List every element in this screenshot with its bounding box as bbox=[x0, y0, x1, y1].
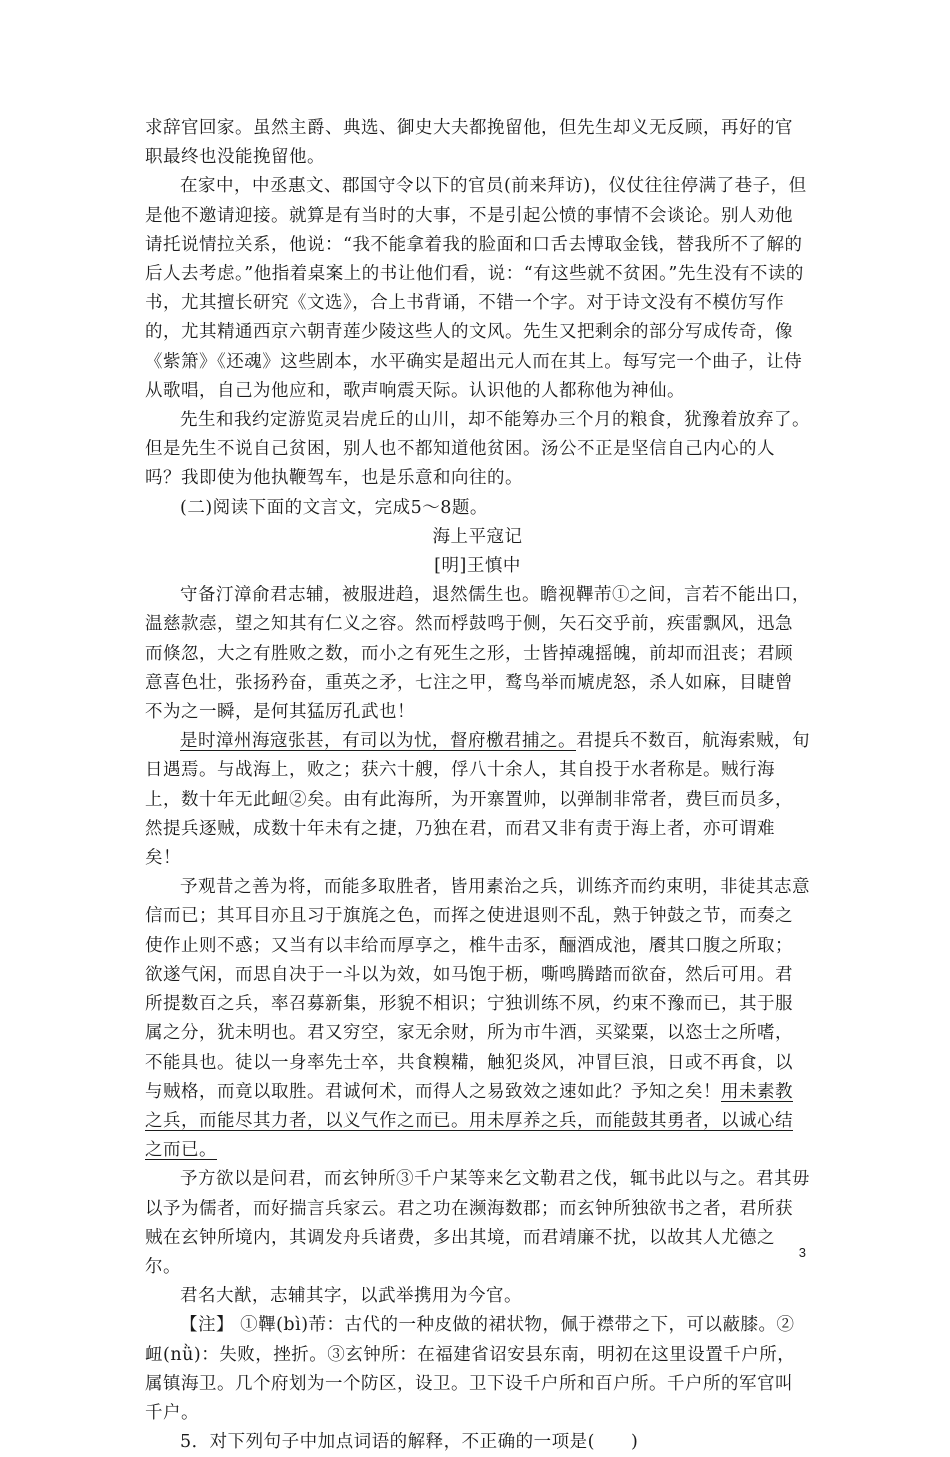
passage-paragraph-1: 守备汀漳俞君志辅，被服进趋，退然儒生也。瞻视鞸芾①之间，言若不能出口，温慈款悫，望之知其有仁义之容。然而桴鼓鸣于侧，矢石交乎前，疾雷飘风，迅急而倏忽，大之有胜败之数，而小之有死生之形，士皆掉魂摇魄，前却而沮丧；君顾意喜色壮，张扬矜奋，重英之矛，七注之甲，鹜鸟举而虓虎怒，杀人如麻，目睫曾不为之一瞬，是何其猛厉孔武也！ bbox=[145, 585, 810, 723]
note-label: 【注】 bbox=[180, 1315, 234, 1336]
underlined-sentence-2: 用未素教之兵，而能尽其力者，以义气作之而已。用未厚养之兵，而能鼓其勇者，以诚心结之而已。 bbox=[145, 1081, 793, 1161]
section-instruction: (二)阅读下面的文言文，完成5～8题。 bbox=[180, 497, 488, 518]
passage-title: 海上平寇记 bbox=[432, 526, 523, 547]
document-body bbox=[145, 114, 810, 1457]
note-text: ①鞸(bì)芾：古代的一种皮做的裙状物，佩于襟带之下，可以蔽膝。②衄(nǜ)：失败，挫折。③玄钟所：在福建省诏安县东南，明初在这里设置千户所，属镇海卫。几个府划为一个防区，设卫。卫下设千户所和百户所。千户所的军官叫千户。 bbox=[145, 1315, 796, 1423]
passage-paragraph-5: 君名大猷，志辅其字，以武举携用为今官。 bbox=[180, 1286, 522, 1307]
passage-paragraph-2 bbox=[145, 727, 810, 873]
paragraph-home-life: 在家中，中丞惠文、郡国守令以下的官员(前来拜访)，仪仗往往停满了巷子，但是他不邀请迎接。就算是有当时的大事，不是引起公愤的事情不会谈论。别人劝他请托说情拉关系，他说：“我不能拿着我的脸面和口舌去博取金钱，替我所不了解的后人去考虑。”他指着桌案上的书让他们看，说：“有这些就不贫困。”先生没有不读的书，尤其擅长研究《文选》，合上书背诵，不错一个字。对于诗文没有不模仿写作的，尤其精通西京六朝青莲少陵这些人的文风。先生又把剩余的部分写成传奇，像《紫箫》《还魂》这些剧本，水平确实是超出元人而在其上。每写完一个曲子，让侍从歌唱，自己为他应和，歌声响震天际。认识他的人都称他为神仙。 bbox=[145, 176, 807, 401]
page-number: 3 bbox=[798, 1245, 806, 1260]
passage-paragraph-2-rest: 君提兵不数百，航海索贼，旬日遇焉。与战海上，败之；获六十艘，俘八十余人，其自投于水者称是。贼行海上，数十年无此衄②矣。由有此海所，为开寨置帅，以弹制非常者，费巨而员多，然提兵逐贼，成数十年未有之捷，乃独在君，而君又非有责于海上者，亦可谓难矣！ bbox=[145, 731, 810, 869]
annotation-note bbox=[145, 1311, 810, 1428]
paragraph-travel: 先生和我约定游览灵岩虎丘的山川，却不能筹办三个月的粮食，犹豫着放弃了。但是先生不说自己贫困，别人也不都知道他贫困。汤公不正是坚信自己内心的人吗？我即使为他执鞭驾车，也是乐意和向往的。 bbox=[145, 410, 810, 489]
passage-author: [明]王慎中 bbox=[434, 556, 521, 577]
passage-paragraph-3 bbox=[145, 873, 810, 1165]
paragraph-continuation: 求辞官回家。虽然主爵、典选、御史大夫都挽留他，但先生却义无反顾，再好的官职最终也没能挽留他。 bbox=[145, 118, 793, 168]
question-5: 5．对下列句子中加点词语的解释，不正确的一项是( ) bbox=[180, 1432, 639, 1453]
underlined-sentence-1: 是时漳州海寇张甚，有司以为忧，督府檄君捕之。 bbox=[180, 731, 576, 752]
passage-paragraph-4: 予方欲以是问君，而玄钟所③千户某等来乞文勒君之伐，辄书此以与之。君其毋以予为儒者，而好揣言兵家云。君之功在濒海数郡；而玄钟所独欲书之者，君所获贼在玄钟所境内，其调发舟兵诸费，多出其境，而君靖廉不扰，以故其人尤德之尔。 bbox=[145, 1169, 810, 1277]
passage-paragraph-3-text: 予观昔之善为将，而能多取胜者，皆用素治之兵，训练齐而约束明，非徒其志意信而已；其耳目亦且习于旗旄之色，而挥之使进退则不乱，熟于钟鼓之节，而奏之使作止则不惑；又当有以丰给而厚享之，椎牛击豕，酾酒成池，餍其口腹之所取；欲遂气闲，而思自决于一斗以为效，如马饱于枥，嘶鸣腾踏而欲奋，然后可用。君所提数百之兵，率召募新集，形貌不相识；宁独训练不夙，约束不豫而已，其于服属之分，犹未明也。君又穷空，家无余财，所为市牛酒，买粱粟，以恣士之所嗜，不能具也。徒以一身率先士卒，共食糗糒，触犯炎风，冲冒巨浪，日或不再食，以与贼格，而竟以取胜。君诚何术，而得人之易致效之速如此？予知之矣！ bbox=[145, 877, 810, 1102]
